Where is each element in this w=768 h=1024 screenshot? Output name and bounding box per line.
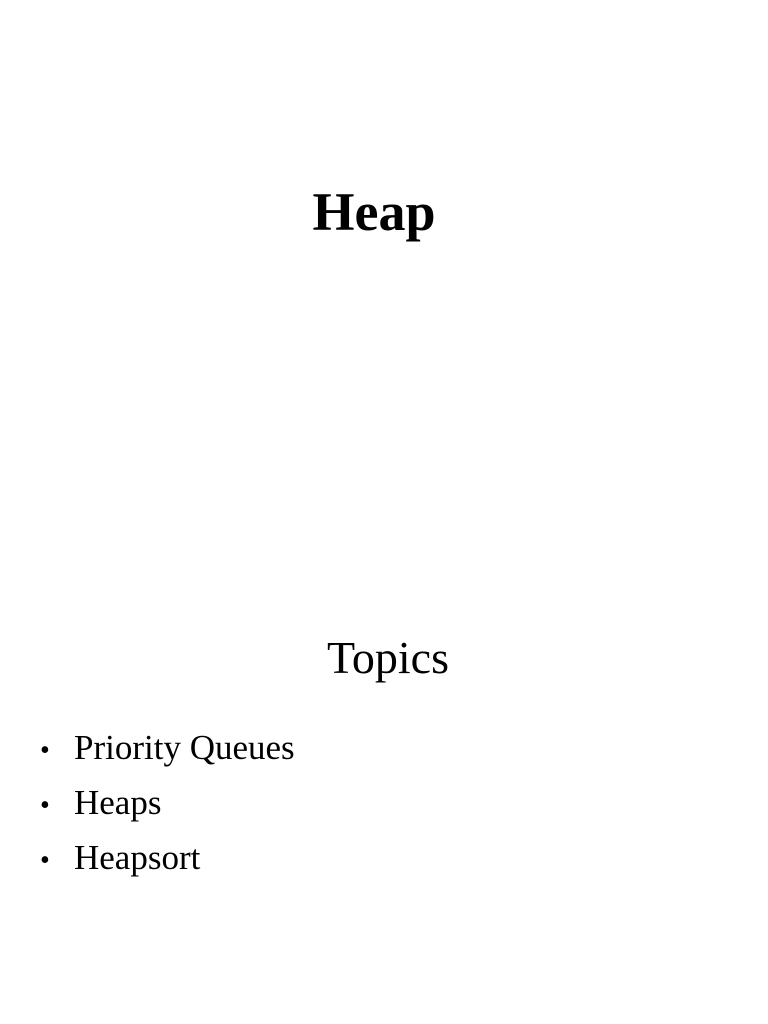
slide-title-heading: Heap [312, 182, 436, 242]
list-item [40, 720, 295, 775]
topics-heading: Topics [327, 632, 449, 683]
list-item [40, 775, 295, 830]
bullet-icon: • [40, 790, 50, 821]
topics-list [40, 720, 295, 885]
slide-topics [0, 512, 768, 1024]
list-item [40, 830, 295, 885]
bullet-icon: • [40, 845, 50, 876]
list-item-text: Heaps [74, 783, 162, 822]
list-item-text: Priority Queues [74, 728, 295, 767]
bullet-icon: • [40, 735, 50, 766]
list-item-text: Heapsort [74, 838, 201, 877]
